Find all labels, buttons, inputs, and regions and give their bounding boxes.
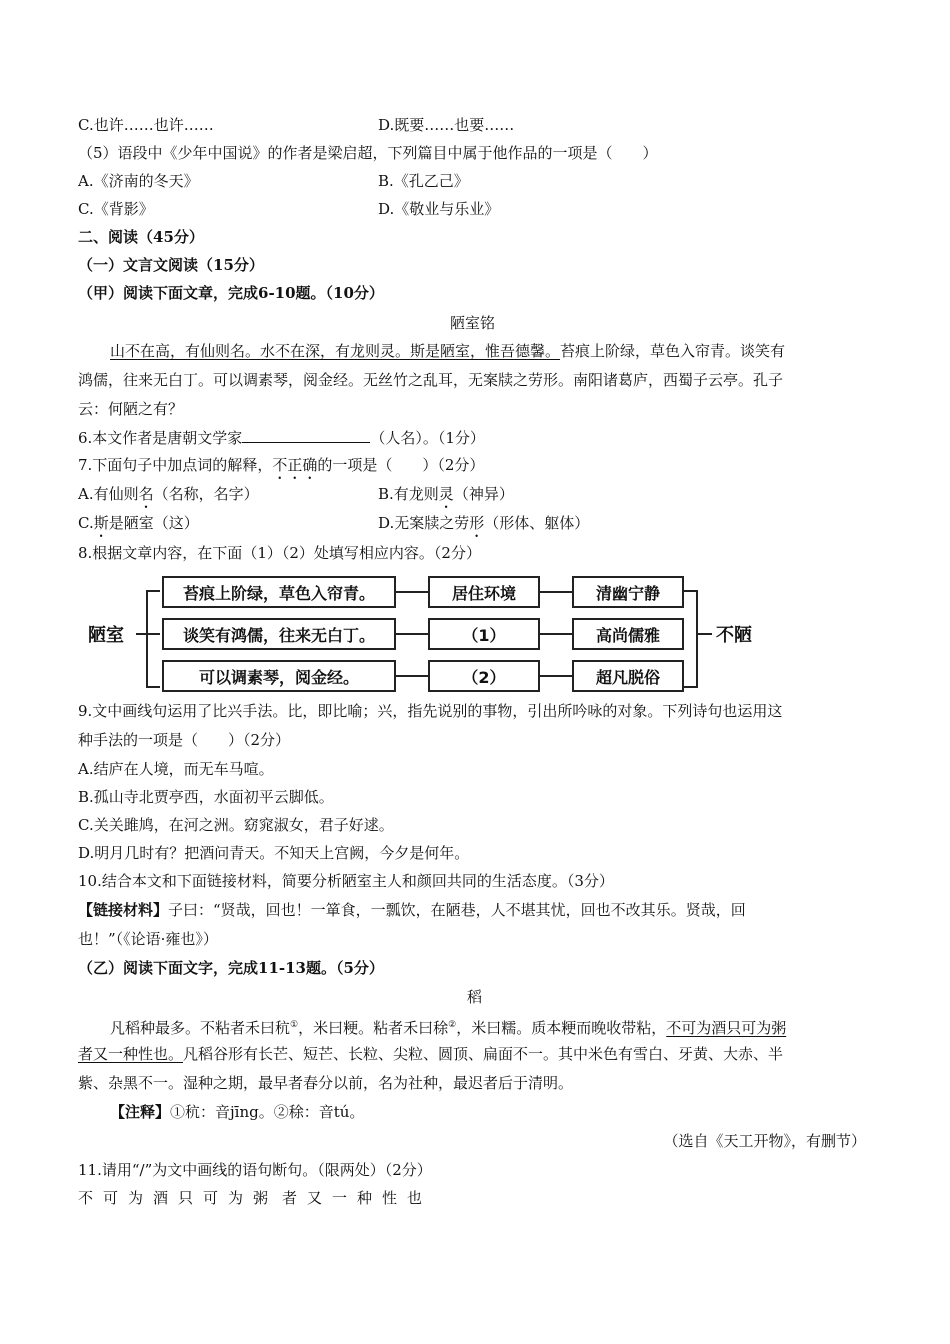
diagram-row-1-aspect: 居住环境 — [428, 576, 540, 608]
passage-b-l2-rest: 凡稻谷形有长芒、短芒、长粒、尖粒、圆顶、扁面不一。其中米色有雪白、牙黄、大赤、半 — [183, 1045, 784, 1063]
connector — [396, 591, 428, 593]
q7-option-a — [78, 484, 259, 512]
notes-label: 【注释】 — [110, 1103, 171, 1121]
diagram-row-3-trait: 超凡脱俗 — [572, 660, 684, 692]
q7-c-pre: C. — [78, 514, 94, 532]
q7-d-dotted: 形 — [469, 514, 485, 532]
q6-stem-end: （人名）。（1分） — [370, 429, 485, 447]
passage-b-underlined-1: 不可为酒只可为粥 — [666, 1019, 787, 1037]
left-bracket-bottom — [146, 686, 160, 688]
q5-option-a: A.《济南的冬天》 — [78, 172, 199, 190]
diagram-row-2-trait: 高尚儒雅 — [572, 618, 684, 650]
q6-line — [78, 428, 485, 448]
q9-option-c: C.关关雎鸠，在河之洲。窈窕淑女，君子好逑。 — [78, 816, 394, 834]
part-a-heading: （甲）阅读下面文章，完成6-10题。（10分） — [78, 284, 384, 302]
q7-c-dotted: 斯 — [93, 514, 109, 532]
right-bracket-top — [684, 590, 698, 592]
q7-option-b — [378, 484, 514, 512]
passage-b-l1-mid2: ，米曰糯。质本粳而晚收带粘， — [456, 1019, 667, 1037]
q6-answer-blank[interactable] — [242, 428, 370, 443]
q7-a-post: （名称，名字） — [153, 485, 259, 503]
passage-b-l1-pre: 凡稻种最多。不粘者禾曰秔 — [110, 1019, 291, 1037]
q7-stem-post: 的一项是（ ）（2分） — [317, 456, 485, 474]
diagram-row-1-trait: 清幽宁静 — [572, 576, 684, 608]
q10-link-material-line-2: 也！”（《论语·雍也》） — [78, 930, 218, 948]
passage-b-source: （选自《天工开物》，有删节） — [663, 1132, 866, 1150]
footnote-ref-2: ② — [448, 1020, 457, 1030]
q7-stem-pre: 7.下面句子中加点词的解释， — [78, 456, 273, 474]
left-bracket-mid — [136, 633, 160, 635]
q9-stem-line-2: 种手法的一项是（ ）（2分） — [78, 731, 291, 749]
q5-option-d: D.《敬业与乐业》 — [378, 200, 500, 218]
right-bracket-line — [696, 590, 698, 688]
passage-a-underlined-sentence: 山不在高，有仙则名。水不在深，有龙则灵。斯是陋室，惟吾德馨。 — [110, 342, 561, 360]
footnote-ref-1: ① — [290, 1020, 299, 1030]
passage-a-title: 陋室铭 — [450, 314, 496, 332]
section-2-heading: 二、阅读（45分） — [78, 228, 204, 246]
diagram-left-label: 陋室 — [88, 625, 124, 646]
passage-b-underlined-2: 者又一种性也。 — [78, 1045, 184, 1063]
right-bracket-bottom — [684, 686, 698, 688]
passage-a-line-1-rest: 苔痕上阶绿，草色入帘青。谈笑有 — [560, 342, 786, 360]
passage-b-notes — [110, 1102, 364, 1122]
q5-option-c: C.《背影》 — [78, 200, 154, 218]
q9-stem-line-1: 9.文中画线句运用了比兴手法。比，即比喻；兴，指先说别的事物，引出所吟咏的对象。下列诗句也运用这 — [78, 702, 783, 720]
q7-a-dotted: 名 — [138, 485, 154, 503]
right-bracket-mid — [696, 633, 712, 635]
q7-option-c — [78, 513, 199, 541]
q6-stem: 6.本文作者是唐朝文学家 — [78, 429, 243, 447]
connector — [540, 675, 572, 677]
subsection-1-heading: （一）文言文阅读（15分） — [78, 256, 264, 274]
passage-a-line-1 — [110, 341, 785, 361]
q7-b-pre: B.有龙则 — [378, 485, 439, 503]
connector — [540, 591, 572, 593]
notes-text: ①秔：音jīng。②稌：音tú。 — [170, 1103, 365, 1121]
q7-emphasis: 不正确 — [272, 456, 318, 474]
q10-link-material — [78, 900, 746, 920]
q11-chars-1: 不可为酒只可为粥 — [78, 1189, 279, 1207]
link-material-text: 子曰：“贤哉，回也！一箪食，一瓢饮，在陋巷，人不堪其忧，回也不改其乐。贤哉，回 — [168, 901, 746, 919]
q10-stem: 10.结合本文和下面链接材料，简要分析陋室主人和颜回共同的生活态度。（3分） — [78, 872, 614, 890]
q5-option-b: B.《孔乙己》 — [378, 172, 469, 190]
q5-stem: （5）语段中《少年中国说》的作者是梁启超，下列篇目中属于他作品的一项是（ ） — [78, 144, 658, 162]
diagram-row-2-quote: 谈笑有鸿儒，往来无白丁。 — [162, 618, 396, 650]
q7-d-post: （形体、躯体） — [484, 514, 590, 532]
diagram-blank-2[interactable]: （2） — [428, 660, 540, 692]
q11-chars-2: 者又一种性也 — [282, 1189, 433, 1207]
passage-a-line-2: 鸿儒，往来无白丁。可以调素琴，阅金经。无丝竹之乱耳，无案牍之劳形。南阳诸葛庐，西蜀子云亭。孔子 — [78, 371, 784, 389]
q7-b-dotted: 灵 — [438, 485, 454, 503]
part-b-heading: （乙）阅读下面文字，完成11-13题。（5分） — [78, 959, 384, 977]
connector — [396, 675, 428, 677]
q4-option-d: D.既要……也要…… — [378, 116, 515, 134]
diagram-row-1-quote: 苔痕上阶绿，草色入帘青。 — [162, 576, 396, 608]
q7-a-pre: A.有仙则 — [78, 485, 139, 503]
q11-sentence[interactable] — [78, 1188, 432, 1208]
left-bracket-line — [146, 590, 148, 688]
q9-option-b: B.孤山寺北贾亭西，水面初平云脚低。 — [78, 788, 334, 806]
diagram-row-3-quote: 可以调素琴，阅金经。 — [162, 660, 396, 692]
left-bracket-top — [146, 590, 160, 592]
passage-b-title: 稻 — [467, 988, 483, 1006]
q11-stem: 11.请用“/”为文中画线的语句断句。（限两处）（2分） — [78, 1161, 432, 1179]
passage-a-line-3: 云：何陋之有？ — [78, 400, 184, 418]
diagram-blank-1[interactable]: （1） — [428, 618, 540, 650]
q7-stem — [78, 455, 484, 483]
q9-option-d: D.明月几时有？把酒问青天。不知天上宫阙，今夕是何年。 — [78, 844, 470, 862]
q7-option-d — [378, 513, 589, 541]
q9-option-a: A.结庐在人境，而无车马喧。 — [78, 760, 274, 778]
passage-b-line-1 — [110, 1015, 786, 1038]
q7-d-pre: D.无案牍之劳 — [378, 514, 470, 532]
connector — [540, 633, 572, 635]
passage-b-line-3: 紫、杂黑不一。湿种之期，最早者春分以前，名为社种，最迟者后于清明。 — [78, 1074, 574, 1092]
connector — [396, 633, 428, 635]
q8-stem: 8.根据文章内容，在下面（1）（2）处填写相应内容。（2分） — [78, 544, 481, 562]
link-material-label: 【链接材料】 — [78, 901, 169, 919]
q4-option-c: C.也许……也许…… — [78, 116, 214, 134]
q7-c-post: 是陋室（这） — [108, 514, 199, 532]
passage-b-l1-mid: ，米曰粳。粘者禾曰稌 — [298, 1019, 449, 1037]
diagram-right-label: 不陋 — [716, 625, 752, 646]
q7-b-post: （神异） — [453, 485, 514, 503]
passage-b-line-2 — [78, 1044, 783, 1064]
